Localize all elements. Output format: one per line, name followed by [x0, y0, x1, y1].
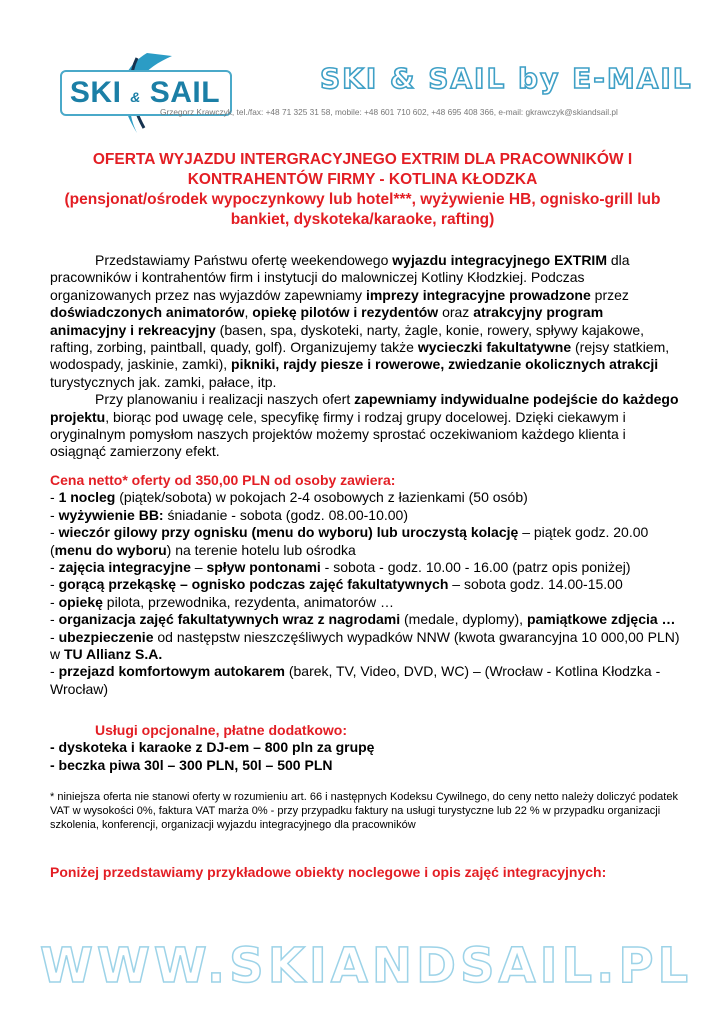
contact-line: Grzegorz Krawczyk, tel./fax: +48 71 325 31 58, mobile: +48 601 710 602, +48 695 408 366, e-mail: gkrawczyk@skiandsail.pl	[160, 107, 618, 117]
price-list-item	[50, 594, 680, 611]
text-run: turystycznych jak. zamki, pałace, itp.	[50, 373, 277, 390]
text-run: Przy planowaniu i realizacji naszych ofert	[95, 391, 355, 408]
text-run: – piątek godz. 20.00 (	[50, 524, 649, 558]
price-list-item	[50, 663, 680, 698]
price-list-item	[50, 507, 680, 524]
intro-section	[50, 252, 680, 461]
bold-text-run: ubezpieczenie	[58, 628, 154, 645]
text-run: (medale, dyplomy),	[400, 611, 527, 628]
offer-title	[40, 150, 685, 230]
intro-paragraph-1	[50, 252, 680, 391]
optional-heading: Usługi opcjonalne, płatne dodatkowo:	[95, 722, 348, 738]
bold-text-run: zapewniamy indywidualne podejście do każdego projektu	[50, 391, 679, 425]
website-watermark: WWW.SKIANDSAIL.PL	[40, 938, 693, 994]
text-run: ) na terenie hotelu lub ośrodka	[166, 541, 356, 558]
bold-text-run: pamiątkowe zdjęcia …	[526, 611, 676, 628]
bold-text-run: wycieczki fakultatywne	[417, 339, 572, 356]
price-heading: Cena netto* oferty od 350,00 PLN od osoby zawiera:	[50, 472, 396, 488]
offer-title-sub: (pensjonat/ośrodek wypoczynkowy lub hotel***, wyżywienie HB, ognisko-grill lub bankiet, dyskoteka/karaoke, rafting)	[64, 191, 661, 228]
bold-text-run: spływ pontonami	[206, 559, 321, 576]
bold-text-run: 1 nocleg	[58, 489, 116, 506]
logo-word-sail: SAIL	[149, 76, 221, 109]
text-run: od następstw nieszczęśliwych wypadków NNW (kwota gwarancyjna 10 000,00 PLN) w	[50, 628, 680, 663]
text-run: -	[50, 663, 59, 680]
text-run: (basen, spa, dyskoteki, narty, żagle, konie, rowery, spływy kajakowe, rafting, zorbing, paintball, quady, golf). Organizujemy także	[50, 321, 645, 356]
logo-wordmark	[62, 76, 228, 110]
text-run: dla pracowników i kontrahentów firm i instytucji do malowniczej Kotliny Kłodzkiej. Podczas organizowanych przez nas wyjazdów zapewniamy	[50, 252, 630, 303]
text-run: śniadanie - sobota (godz. 08.00-10.00)	[163, 506, 408, 523]
text-run: -	[50, 593, 59, 610]
price-list-item	[50, 611, 680, 628]
text-run: -	[50, 506, 59, 523]
bold-text-run: menu do wyboru	[54, 541, 167, 558]
text-run: -	[50, 559, 59, 576]
bold-text-run: opiekę pilotów i rezydentów	[252, 304, 439, 321]
letterhead	[0, 0, 725, 140]
optional-item-2: - beczka piwa 30l – 300 PLN, 50l – 500 PLN	[50, 756, 333, 773]
price-list-item	[50, 629, 680, 664]
optional-section	[50, 722, 680, 774]
price-list-item	[50, 524, 680, 559]
logo-word-ski: SKI	[69, 76, 122, 109]
headline-ski-sail-email: SKI & SAIL by E-MAIL	[320, 62, 693, 95]
price-list-item	[50, 559, 680, 576]
text-run: , biorąc pod uwagę cele, specyfikę firmy i rodzaj grupy docelowej. Dzięki ciekawym i oryginalnym pomysłom naszych projektów możemy sprostać oczekiwaniom każdego klienta i osiągnąć zamierzony efekt.	[50, 408, 626, 460]
text-run: (rejsy statkiem, wodospady, jaskinie, zamki),	[50, 339, 670, 373]
bold-text-run: przejazd komfortowym autokarem	[58, 663, 285, 680]
text-run: Przedstawiamy Państwu ofertę weekendowego	[95, 252, 393, 268]
price-includes-list	[50, 489, 680, 698]
bold-text-run: opiekę	[58, 593, 103, 610]
text-run: - sobota - godz. 10.00 - 16.00 (patrz opis poniżej)	[320, 559, 631, 576]
text-run: ,	[244, 304, 253, 321]
offer-title-main: OFERTA WYJAZDU INTERGRACYJNEGO EXTRIM DLA PRACOWNIKÓW I KONTRAHENTÓW FIRMY - KOTLINA KŁODZKA	[92, 151, 633, 188]
optional-item-1: - dyskoteka i karaoke z DJ-em – 800 pln za grupę	[50, 739, 375, 756]
bold-text-run: wyżywienie BB:	[58, 506, 164, 523]
text-run: pilota, przewodnika, rezydenta, animatorów …	[102, 593, 394, 610]
logo-ampersand: &	[130, 89, 141, 105]
footnote: * niniejsza oferta nie stanowi oferty w rozumieniu art. 66 i następnych Kodeksu Cywilnego, do ceny netto należy doliczyć podatek VAT w wysokości 0%, faktura VAT marża 0% - przy przypadku faktury na usługi turystyczne lub 22 % w przypadku organizacji szkolenia, konferencji, organizacji wyjazdu integracyjnego dla pracowników	[50, 791, 678, 831]
text-run: (barek, TV, Video, DVD, WC) – (Wrocław - Kotlina Kłodzka - Wrocław)	[50, 663, 661, 697]
text-run: przez	[590, 286, 629, 303]
intro-paragraph-2	[50, 391, 680, 461]
bold-text-run: pikniki, rajdy piesze i rowerowe, zwiedzanie okolicznych atrakcji	[231, 356, 659, 373]
bold-text-run: wieczór gilowy przy ognisku (menu do wyboru) lub uroczystą kolację	[58, 524, 519, 541]
closing-line: Poniżej przedstawiamy przykładowe obiekty noclegowe i opis zajęć integracyjnych:	[50, 864, 607, 880]
text-run: -	[50, 489, 59, 506]
bold-text-run: gorącą przekąskę – ognisko podczas zajęć fakultatywnych	[58, 576, 449, 593]
bold-text-run: zajęcia integracyjne	[58, 559, 191, 576]
text-run: (piątek/sobota) w pokojach 2-4 osobowych z łazienkami (50 osób)	[115, 489, 528, 506]
price-list-item	[50, 489, 680, 506]
text-run: -	[50, 524, 59, 541]
text-run: – sobota godz. 14.00-15.00	[448, 576, 623, 593]
bold-text-run: TU Allianz S.A.	[64, 646, 163, 663]
bold-text-run: doświadczonych animatorów	[50, 304, 245, 321]
text-run: -	[50, 611, 59, 628]
text-run: oraz	[438, 304, 474, 321]
ski-and-sail-logo	[52, 48, 232, 138]
text-run: -	[50, 628, 59, 645]
price-section	[50, 472, 680, 698]
bold-text-run: imprezy integracyjne prowadzone	[365, 286, 591, 303]
bold-text-run: organizacja zajęć fakultatywnych wraz z nagrodami	[58, 611, 401, 628]
price-list-item	[50, 576, 680, 593]
bold-text-run: wyjazdu integracyjnego EXTRIM	[392, 252, 607, 268]
text-run: -	[50, 576, 59, 593]
bold-text-run: atrakcyjny program animacyjny i rekreacyjny	[50, 304, 604, 338]
text-run: –	[190, 559, 207, 576]
